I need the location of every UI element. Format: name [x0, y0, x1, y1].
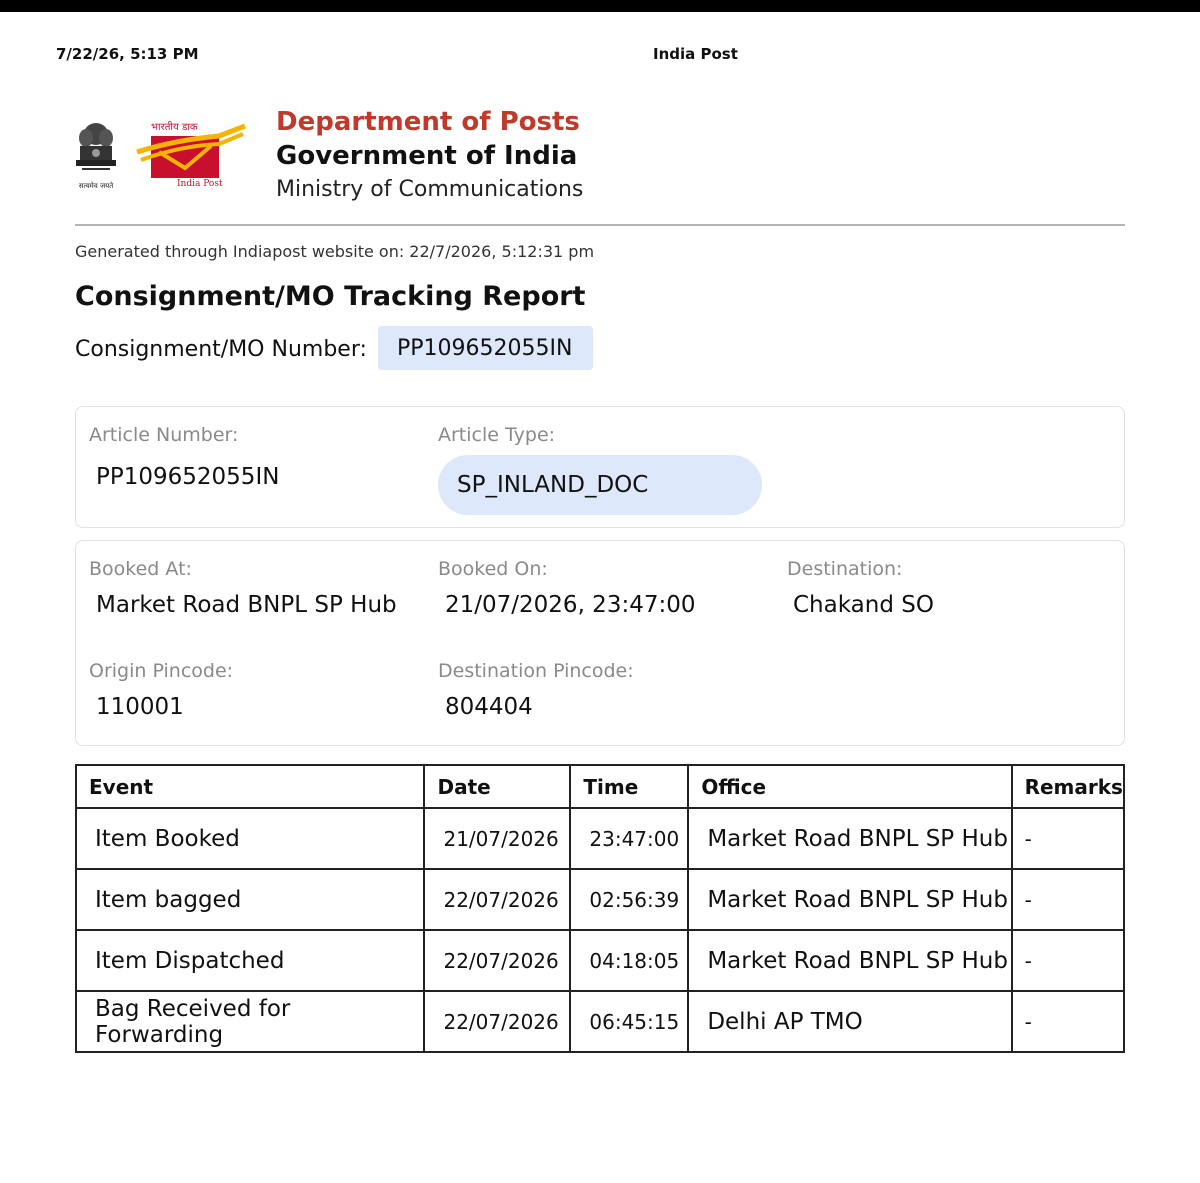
table-row — [76, 869, 1124, 930]
time-cell: 23:47:00 — [570, 808, 688, 869]
office-cell: Delhi AP TMO — [688, 991, 1011, 1052]
time-cell: 02:56:39 — [570, 869, 688, 930]
booked-on-label: Booked On: — [438, 558, 548, 580]
booking-card — [75, 540, 1125, 746]
date-cell: 22/07/2026 — [424, 930, 570, 991]
article-type-value: SP_INLAND_DOC — [438, 455, 762, 515]
department-title: Department of Posts — [276, 107, 580, 137]
remarks-cell: - — [1012, 869, 1124, 930]
india-post-logo — [135, 118, 247, 194]
column-header-date: Date — [424, 765, 570, 808]
consignment-number-value: PP109652055IN — [378, 326, 593, 370]
event-cell: Item Dispatched — [76, 930, 424, 991]
article-number-label: Article Number: — [89, 424, 239, 446]
article-number-value: PP109652055IN — [96, 464, 280, 490]
office-cell: Market Road BNPL SP Hub — [688, 869, 1011, 930]
origin-pincode-value: 110001 — [96, 694, 184, 720]
print-title: India Post — [653, 45, 738, 63]
booked-at-label: Booked At: — [89, 558, 192, 580]
column-header-remarks: Remarks — [1012, 765, 1124, 808]
date-cell: 22/07/2026 — [424, 991, 570, 1052]
table-row — [76, 808, 1124, 869]
origin-pincode-label: Origin Pincode: — [89, 660, 234, 682]
event-cell: Item Booked — [76, 808, 424, 869]
event-cell: Bag Received for Forwarding — [76, 991, 424, 1052]
column-header-event: Event — [76, 765, 424, 808]
table-header-row — [76, 765, 1124, 808]
destination-value: Chakand SO — [793, 592, 934, 618]
date-cell: 22/07/2026 — [424, 869, 570, 930]
print-datetime: 7/22/26, 5:13 PM — [56, 45, 199, 63]
office-cell: Market Road BNPL SP Hub — [688, 930, 1011, 991]
destination-pincode-value: 804404 — [445, 694, 533, 720]
time-cell: 04:18:05 — [570, 930, 688, 991]
consignment-number-label: Consignment/MO Number: — [75, 337, 367, 362]
date-cell: 21/07/2026 — [424, 808, 570, 869]
article-card — [75, 406, 1125, 528]
logo-hindi-text: भारतीय डाक — [151, 122, 198, 133]
logo-english-text: India Post — [177, 179, 223, 189]
office-cell: Market Road BNPL SP Hub — [688, 808, 1011, 869]
report-title: Consignment/MO Tracking Report — [75, 281, 586, 312]
emblem-motto: सत्यमेव जयते — [78, 182, 114, 190]
column-header-time: Time — [570, 765, 688, 808]
national-emblem-icon — [72, 118, 120, 194]
generated-note: Generated through Indiapost website on: 22/7/2026, 5:12:31 pm — [75, 242, 595, 261]
destination-pincode-label: Destination Pincode: — [438, 660, 634, 682]
ministry-title: Ministry of Communications — [276, 177, 584, 202]
remarks-cell: - — [1012, 930, 1124, 991]
government-title: Government of India — [276, 141, 578, 171]
time-cell: 06:45:15 — [570, 991, 688, 1052]
table-row — [76, 991, 1124, 1052]
table-row — [76, 930, 1124, 991]
column-header-office: Office — [688, 765, 1011, 808]
header-divider — [75, 224, 1125, 226]
remarks-cell: - — [1012, 808, 1124, 869]
booked-on-value: 21/07/2026, 23:47:00 — [445, 592, 696, 618]
article-type-label: Article Type: — [438, 424, 556, 446]
top-bar — [0, 0, 1200, 12]
remarks-cell: - — [1012, 991, 1124, 1052]
tracking-events-table — [75, 764, 1125, 1053]
destination-label: Destination: — [787, 558, 903, 580]
booked-at-value: Market Road BNPL SP Hub — [96, 592, 397, 618]
event-cell: Item bagged — [76, 869, 424, 930]
